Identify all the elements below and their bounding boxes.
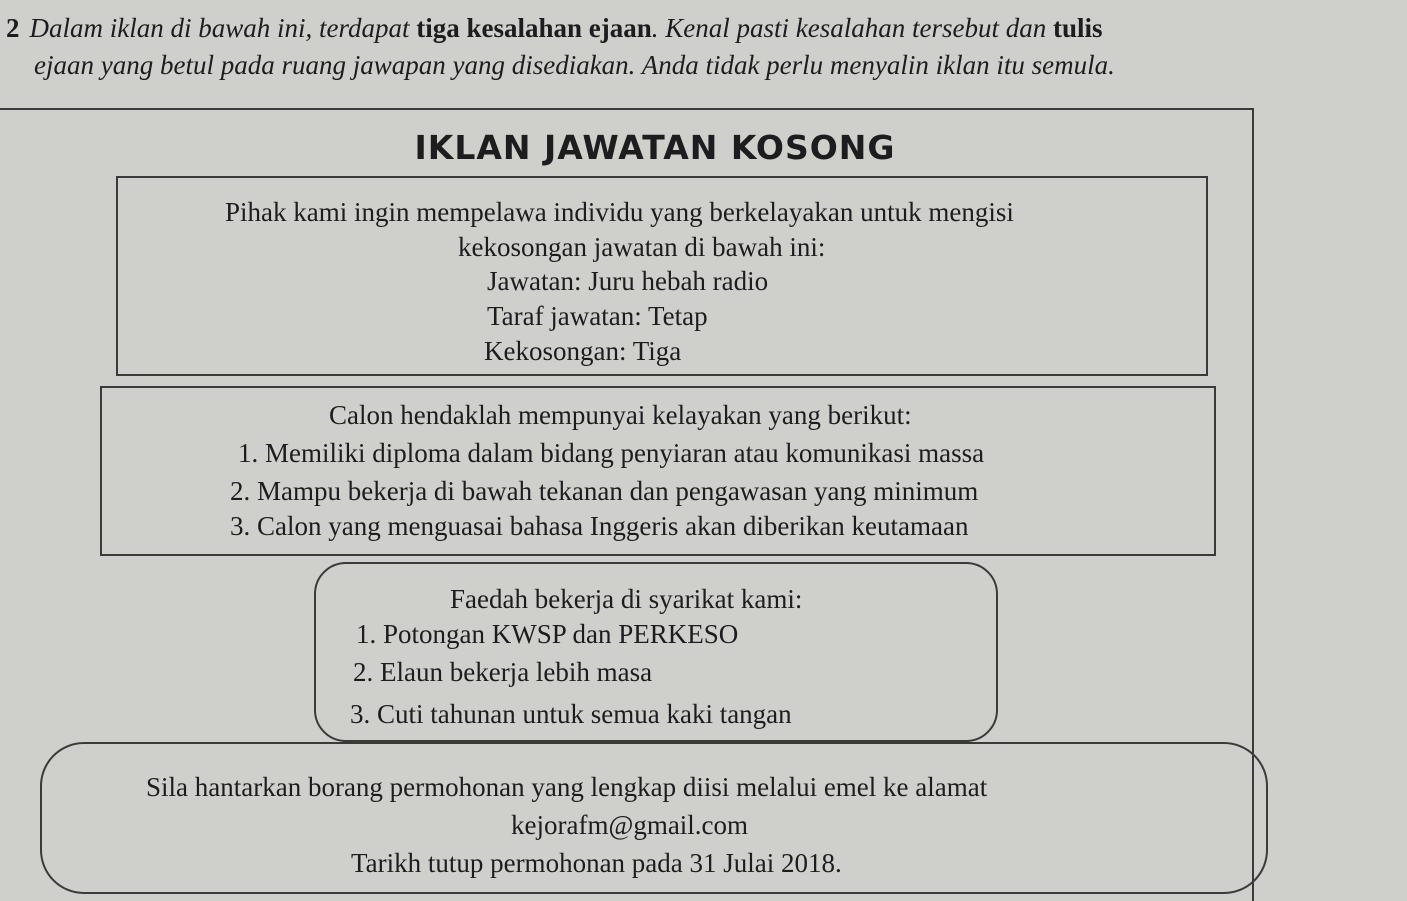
instruction-emphasis-write: tulis: [1053, 13, 1103, 43]
intro-line-2: kekosongan jawatan di bawah ini:: [458, 232, 826, 262]
question-instruction: [6, 10, 1401, 84]
vacancies-field: Kekosongan: Tiga: [484, 336, 682, 366]
benefit-item: 1. Potongan KWSP dan PERKESO: [356, 619, 739, 649]
requirement-item: 1. Memiliki diploma dalam bidang penyiaran atau komunikasi massa: [238, 438, 985, 468]
question-number: 2: [6, 13, 20, 43]
question-line-2: ejaan yang betul pada ruang jawapan yang disediakan. Anda tidak perlu menyalin iklan itu semula.: [34, 50, 1115, 80]
apply-instruction: Sila hantarkan borang permohonan yang lengkap diisi melalui emel ke alamat: [146, 772, 988, 802]
position-field: Jawatan: Juru hebah radio: [487, 266, 769, 296]
ad-title: IKLAN JAWATAN KOSONG: [414, 128, 896, 167]
instruction-text-a: Dalam iklan di bawah ini, terdapat: [29, 13, 417, 43]
closing-date: Tarikh tutup permohonan pada 31 Julai 2018.: [351, 848, 842, 878]
requirement-item: 2. Mampu bekerja di bawah tekanan dan pengawasan yang minimum: [230, 476, 979, 506]
benefit-item: 3. Cuti tahunan untuk semua kaki tangan: [350, 699, 792, 729]
requirements-heading: Calon hendaklah mempunyai kelayakan yang berikut:: [329, 400, 912, 430]
benefits-heading: Faedah bekerja di syarikat kami:: [450, 584, 803, 614]
email-address: kejorafm@gmail.com: [511, 810, 749, 840]
question-line-1: [6, 10, 1401, 47]
requirement-item: 3. Calon yang menguasai bahasa Inggeris akan diberikan keutamaan: [230, 511, 969, 541]
instruction-emphasis-errors: tiga kesalahan ejaan: [416, 13, 652, 43]
instruction-text-c: . Kenal pasti kesalahan tersebut dan: [651, 13, 1053, 43]
grade-field: Taraf jawatan: Tetap: [487, 301, 708, 331]
benefit-item: 2. Elaun bekerja lebih masa: [353, 657, 653, 687]
intro-line-1: Pihak kami ingin mempelawa individu yang berkelayakan untuk mengisi: [225, 197, 1014, 227]
